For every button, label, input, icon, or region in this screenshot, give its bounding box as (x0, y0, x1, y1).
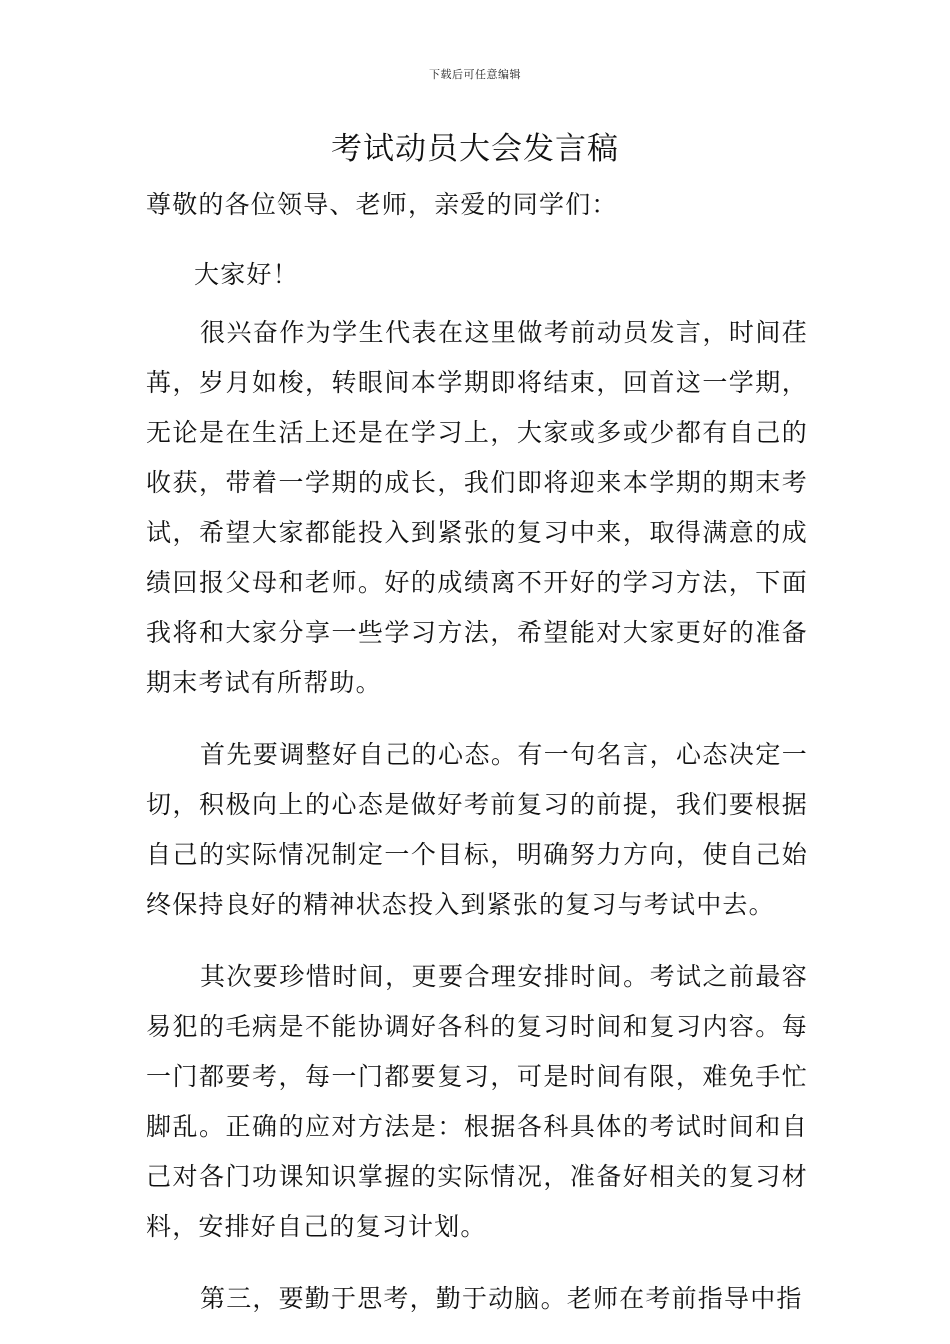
page-title: 考试动员大会发言稿 (331, 131, 619, 167)
header-note: 下载后可任意编辑 (429, 68, 521, 81)
speech-body (146, 180, 808, 1324)
paragraph-3: 其次要珍惜时间，更要合理安排时间。考试之前最容易犯的毛病是不能协调好各科的复习时间和复习内容。每一门都要考，每一门都要复习，可是时间有限，难免手忙脚乱。正确的应对方法是：根据各科具体的考试时间和自己对各门功课知识掌握的实际情况，准备好相关的复习材料，安排好自己的复习计划。 (146, 962, 808, 1241)
salutation: 尊敬的各位领导、老师，亲爱的同学们： (146, 190, 618, 219)
paragraph-4: 第三，要勤于思考，勤于动脑。老师在考前指导中指 (200, 1284, 803, 1313)
greeting: 大家好！ (194, 260, 299, 289)
paragraph-1: 很兴奋作为学生代表在这里做考前动员发言，时间荏苒，岁月如梭，转眼间本学期即将结束，回首这一学期，无论是在生活上还是在学习上，大家或多或少都有自己的收获，带着一学期的成长，我们即将迎来本学期的期末考试，希望大家都能投入到紧张的复习中来，取得满意的成绩回报父母和老师。好的成绩离不开好的学习方法，下面我将和大家分享一些学习方法，希望能对大家更好的准备期末考试有所帮助。 (146, 318, 808, 697)
paragraph-2: 首先要调整好自己的心态。有一句名言，心态决定一切，积极向上的心态是做好考前复习的前提，我们要根据自己的实际情况制定一个目标，明确努力方向，使自己始终保持良好的精神状态投入到紧张的复习与考试中去。 (146, 740, 808, 919)
